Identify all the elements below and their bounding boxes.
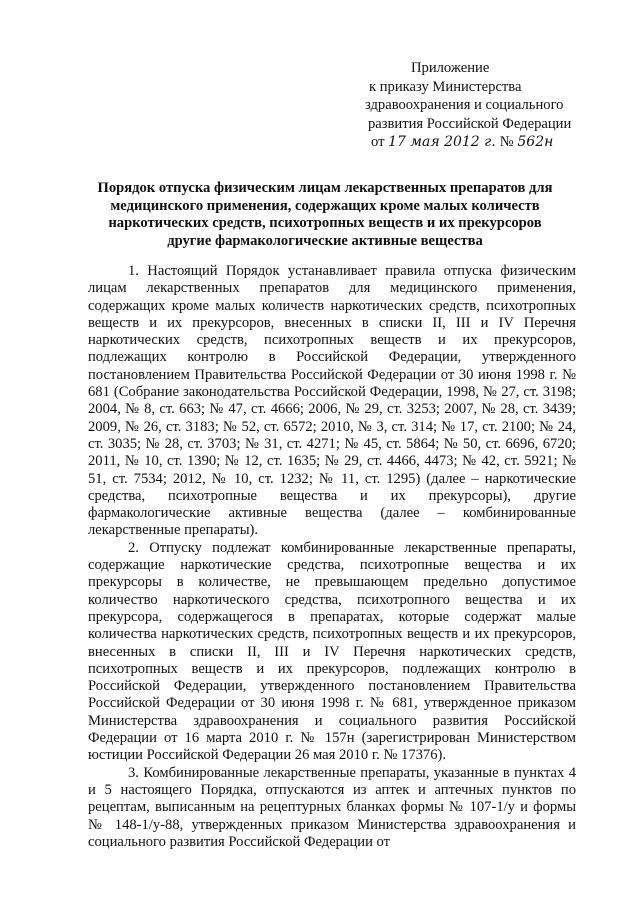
handwritten-number: 562н bbox=[517, 134, 554, 151]
date-prefix: от bbox=[371, 134, 385, 151]
paragraph-3: 3. Комбинированные лекарственные препараты, указанные в пунктах 4 и 5 настоящего Порядка, отпускаются из аптек и аптечных пунктов по рецептам, выписанным на рецептурных бланках формы № 107-1/у и формы № 148-1/у-88, утвержденных приказом Министерства здравоохранения и социального развития Российской Федерации от bbox=[88, 764, 576, 850]
handwritten-date: 17 мая 2012 г. bbox=[388, 134, 496, 151]
appendix-line-1: Приложение bbox=[411, 60, 490, 76]
paragraph-2: 2. Отпуску подлежат комбинированные лекарственные препараты, содержащие наркотические средства, психотропные вещества и их прекурсоры в количестве, не превышающем предельно допустимое количество наркотического средства, психотропного вещества и их прекурсора, содержащегося в препаратах, которые содержат малые количества наркотических средств, психотропных веществ и их прекурсоров, внесенных в списки II, III и IV Перечня наркотических средств, психотропных веществ и их прекурсоров, подлежащих контролю в Российской Федерации, утвержденного постановлением Правительства Российской Федерации от 30 июня 1998 г. № 681, утвержденное приказом Министерства здравоохранения и социального развития Российской Федерации от 16 марта 2010 г. № 157н (зарегистрирован Министерством юстиции Российской Федерации 26 мая 2010 г. № 17376). bbox=[88, 539, 576, 764]
appendix-header bbox=[345, 59, 605, 152]
document-title: Порядок отпуска физическим лицам лекарственных препаратов для медицинского применения, содержащих кроме малых количеств наркотических средств, психотропных веществ и их прекурсоров другие фармакологические активные вещества bbox=[97, 180, 553, 249]
number-sign: № bbox=[499, 134, 514, 151]
appendix-line-2: к приказу Министерства bbox=[369, 78, 522, 95]
appendix-line-4: развития Российской Федерации bbox=[368, 115, 572, 132]
paragraph-1: 1. Настоящий Порядок устанавливает правила отпуска физическим лицам лекарственных препаратов для медицинского применения, содержащих кроме малых количеств наркотических средств, психотропных веществ и их прекурсоров, внесенных в списки II, III и IV Перечня наркотических средств, психотропных веществ и их прекурсоров, подлежащих контролю в Российской Федерации, утвержденного постановлением Правительства Российской Федерации от 30 июня 1998 г. № 681 (Собрание законодательства Российской Федерации, 1998, № 27, ст. 3198; 2004, № 8, ст. 663; № 47, ст. 4666; 2006, № 29, ст. 3253; 2007, № 28, ст. 3439; 2009, № 26, ст. 3183; № 52, ст. 6572; 2010, № 3, ст. 314; № 17, ст. 2100; № 24, ст. 3035; № 28, ст. 3703; № 31, ст. 4271; № 45, ст. 5864; № 50, ст. 6696, 6720; 2011, № 10, ст. 1390; № 12, ст. 1635; № 29, ст. 4466, 4473; № 42, ст. 5921; № 51, ст. 7534; 2012, № 10, ст. 1232; № 11, ст. 1295) (далее – наркотические средства, психотропные вещества и их прекурсоры), другие фармакологические активные вещества (далее – комбинированные лекарственные препараты). bbox=[88, 263, 576, 539]
appendix-line-3: здравоохранения и социального bbox=[365, 97, 564, 114]
appendix-line-5 bbox=[345, 133, 605, 152]
document-body bbox=[88, 263, 576, 851]
